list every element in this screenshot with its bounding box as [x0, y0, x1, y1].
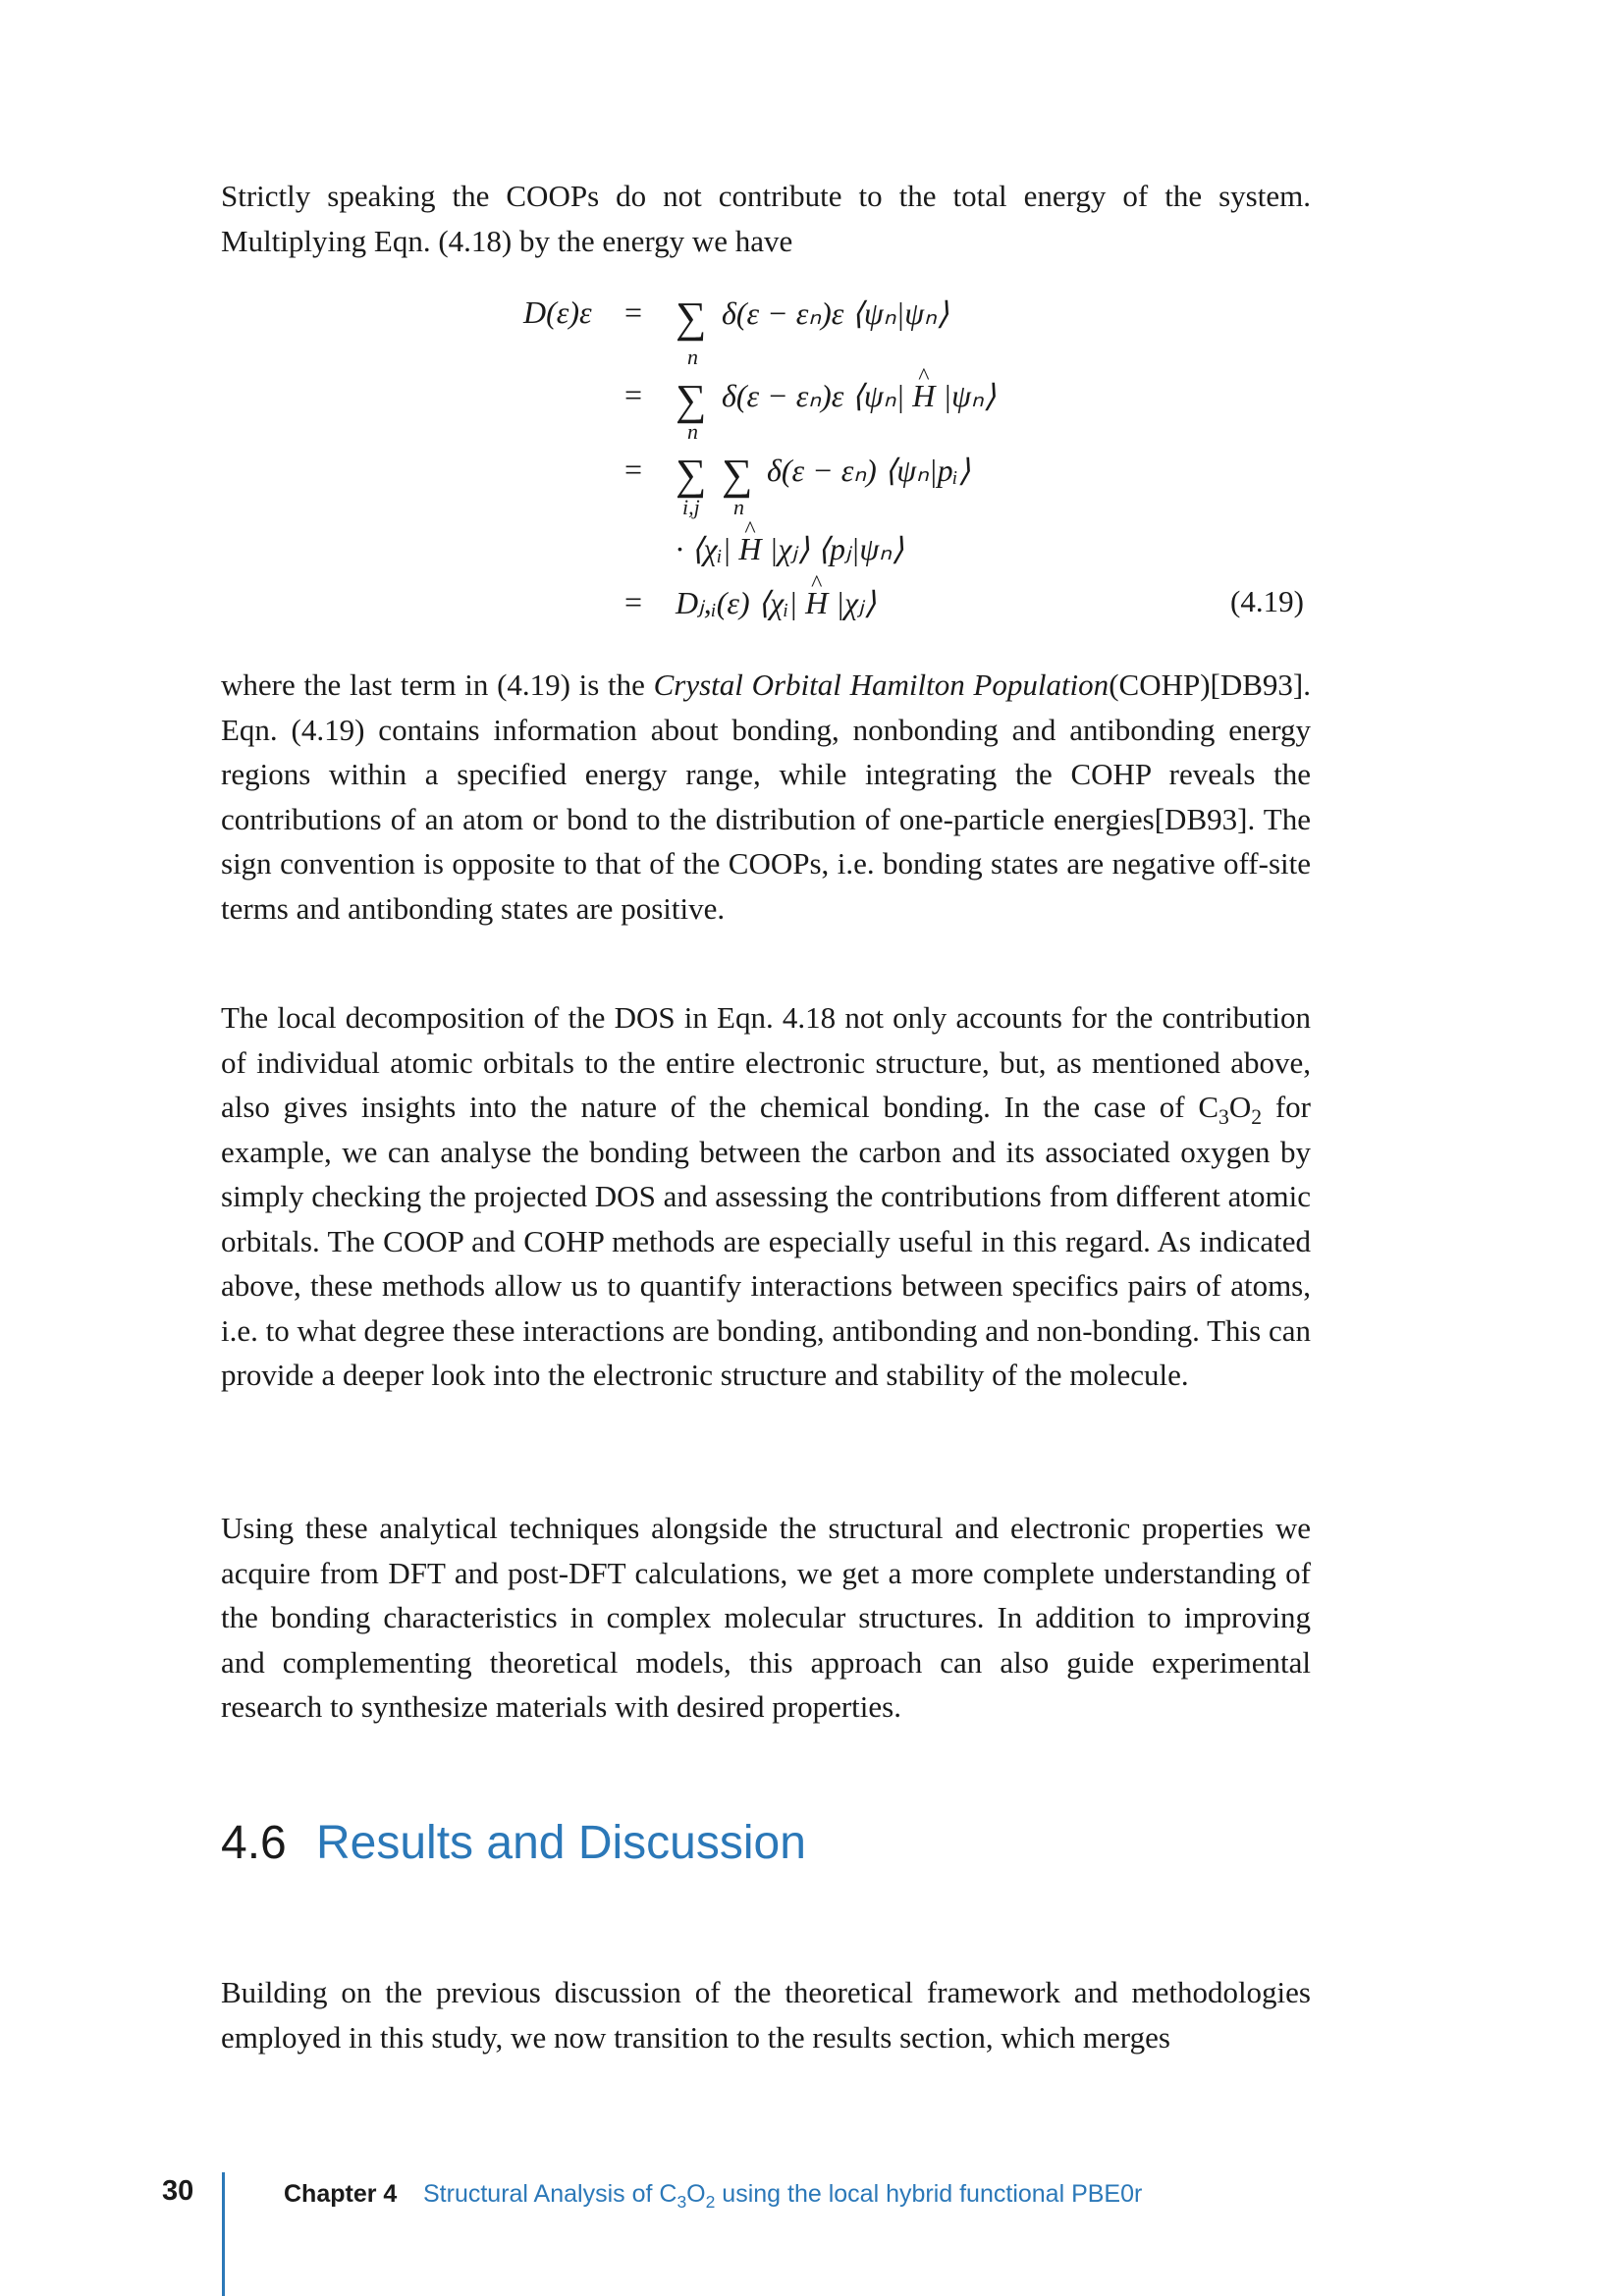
equation-row-1: δ(ε − εₙ)ε ⟨ψₙ|ψₙ⟩ [722, 295, 949, 331]
footer-chapter-label: Chapter 4 [284, 2180, 398, 2208]
equation-row-3: δ(ε − εₙ) ⟨ψₙ|pᵢ⟩ [767, 453, 971, 488]
sum-index: n [733, 495, 744, 519]
equation-row-2: δ(ε − εₙ)ε ⟨ψₙ| ^ H |ψₙ⟩ [722, 377, 996, 414]
equation-number: (4.19) [1230, 584, 1304, 618]
equation-row-5: Dⱼ,ᵢ(ε) ⟨χᵢ| ^ H |χⱼ⟩ [676, 584, 876, 621]
sum-symbol: ∑ [676, 376, 707, 424]
cohp-term: Crystal Orbital Hamilton Population [653, 667, 1110, 702]
sum-index: n [687, 345, 698, 369]
paragraph-decomposition: The local decomposition of the DOS in Eqn. 4.18 not only accounts for the contribution of individual atomic orbitals to the entire electronic structure, but, as mentioned above, also gives insights into the nature of the chemical bonding. In the case of $C_3O_2$ for example, we can analyse the bonding between the carbon and its associated oxygen by simply checking the projected DOS and assessing the contributions from different atomic orbitals. The COOP and COHP methods are especially useful in this regard. As indicated above, these methods allow us to quantify interactions between specifics pairs of atoms, i.e. to what degree these interactions are bonding, antibonding and non-bonding. This can provide a deeper look into the electronic structure and stability of the molecule. [221, 1000, 1311, 1392]
paragraph-cohp: where the last term in (4.19) is the Crystal Orbital Hamilton Population(COHP)[DB93]. Eqn. (4.19) contains information about bonding, nonbonding and antibonding energy regions within a specified energy range, while integrating the COHP reveals the contributions of an atom or bond to the distribution of one-particle energies[DB93]. The sign convention is opposite to that of the COOPs, i.e. bonding states are negative off-site terms and antibonding states are positive. [221, 667, 1311, 926]
paragraph-techniques: Using these analytical techniques alongside the structural and electronic properties we acquire from DFT and post-DFT calculations, we get a more complete understanding of the bonding characteristics in complex molecular structures. In addition to improving and complementing theoretical models, this approach can also guide experimental research to synthesize materials with desired properties. [221, 1511, 1311, 1724]
paragraph-intro [221, 174, 1311, 263]
equals-sign: = [624, 294, 643, 330]
sum-symbol: ∑ [676, 451, 707, 499]
molecule-formula: $C_3O_2$ [1198, 1090, 1263, 1130]
footer-chapter-title: Structural Analysis of $C_3O_2$ using the local hybrid functional PBE0r [423, 2180, 1143, 2212]
equals-sign: = [624, 452, 643, 487]
section-title: Results and Discussion [316, 1817, 806, 1869]
sum-symbol: ∑ [676, 294, 707, 342]
sum-symbol: ∑ [722, 451, 753, 499]
paragraph-results-intro: Building on the previous discussion of the theoretical framework and methodologies employed in this study, we now transition to the results section, which merges [221, 1975, 1311, 2055]
sum-index: n [687, 419, 698, 444]
equals-sign: = [624, 584, 643, 619]
equation-lhs: D(ε)ε [523, 294, 592, 330]
equation-row-4: · ⟨χᵢ| ^ H |χⱼ⟩ ⟨pⱼ|ψₙ⟩ [676, 530, 903, 567]
equals-sign: = [624, 377, 643, 412]
page-number: 30 [162, 2175, 194, 2207]
section-number: 4.6 [221, 1817, 287, 1869]
paragraph-text: Strictly speaking the COOPs do not contribute to the total energy of the system. Multiplying Eqn. (4.18) by the energy we have [221, 179, 1311, 258]
sum-index: i,j [682, 495, 700, 519]
footer-divider [222, 2172, 225, 2296]
